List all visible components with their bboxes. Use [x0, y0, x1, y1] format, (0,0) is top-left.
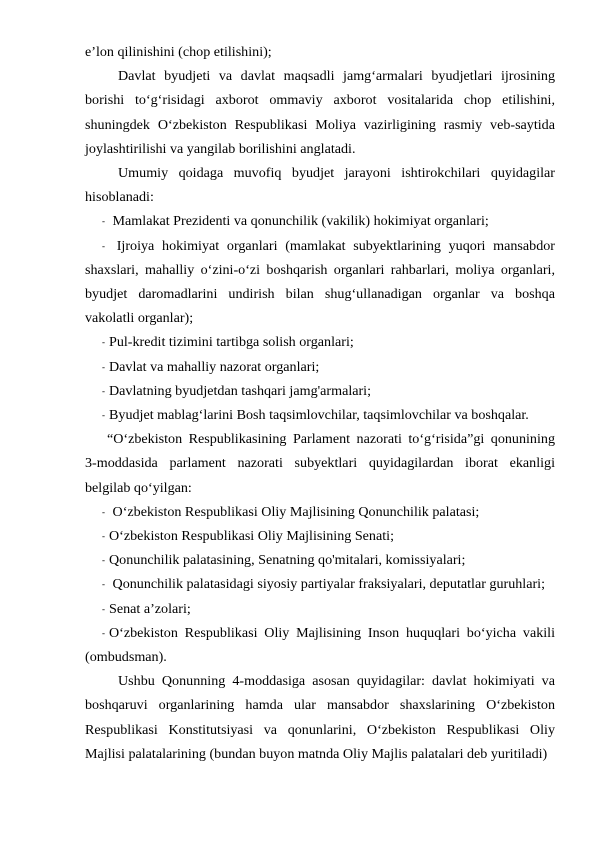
list-item — [85, 209, 555, 233]
paragraph: “O‘zbekiston Respublikasining Parlament nazorati to‘g‘risida”gi qonunining 3-moddasida parlament nazorati subyektlari quyidagilardan iborat ekanligi belgilab qo‘yilgan: — [85, 431, 555, 496]
list-item — [85, 500, 555, 524]
list-marker: - — [102, 627, 105, 638]
list-item-text: Pul-kredit tizimini tartibga solish organlari; — [109, 334, 354, 351]
list-item-text: Mamlakat Prezidenti va qonunchilik (vakilik) hokimiyat organlari; — [109, 213, 489, 230]
paragraph: Ushbu Qonunning 4-moddasiga asosan quyidagilar: davlat hokimiyati va boshqaruvi organlarining hamda ular mansabdor shaxslarining O‘zbekiston Respublikasi Konstitutsiyasi va qonunlarini, O‘zbekiston Respublikasi Oliy Majlisi palatalarining (bundan buyon matnda Oliy Majlis palatalari deb yuritiladi) — [85, 673, 555, 762]
list-item-text: Ijroiya hokimiyat organlari (mamlakat subyektlarining yuqori mansabdor shaxslari, mahalliy o‘zini-o‘zi boshqarish organlari rahbarlari, moliya organlari, byudjet daromadlarini undirish bilan shug‘ullanadigan organlar va boshqa vakolatli organlar); — [85, 237, 555, 327]
list-marker: - — [102, 240, 105, 251]
list-item — [85, 524, 555, 548]
paragraph: Umumiy qoidaga muvofiq byudjet jarayoni ishtirokchilari quyidagilar hisoblanadi: — [85, 165, 555, 206]
list-marker: - — [102, 361, 105, 372]
list-item-text: O‘zbekiston Respublikasi Oliy Majlisining Senati; — [109, 528, 394, 545]
list-item — [85, 597, 555, 621]
list-item — [85, 403, 555, 427]
list-item-text: Qonunchilik palatasining, Senatning qo'mitalari, komissiyalari; — [109, 552, 466, 569]
list-item — [85, 548, 555, 572]
list-marker: - — [102, 579, 105, 590]
list-marker: - — [102, 531, 105, 542]
list-item — [85, 379, 555, 403]
list-marker: - — [102, 506, 105, 517]
list-item — [85, 330, 555, 354]
list-item-text: Senat a’zolari; — [109, 600, 191, 617]
list-marker: - — [102, 555, 105, 566]
list-item-text: O‘zbekiston Respublikasi Oliy Majlisining Inson huquqlari bo‘yicha vakili (ombudsman). — [85, 624, 555, 666]
document-body — [85, 40, 555, 766]
list-marker: - — [102, 410, 105, 421]
list-item — [85, 572, 555, 596]
list-marker: - — [102, 216, 105, 227]
list-item — [85, 355, 555, 379]
list-item-text: Davlat va mahalliy nazorat organlari; — [109, 358, 320, 375]
list-marker: - — [102, 603, 105, 614]
list-item-text: O‘zbekiston Respublikasi Oliy Majlisining Qonunchilik palatasi; — [109, 503, 480, 520]
paragraph: Davlat byudjeti va davlat maqsadli jamg‘armalari byudjetlari ijrosining borishi to‘g‘risidagi axborot ommaviy axborot vositalarida chop etilishini, shuningdek O‘zbekiston Respublikasi Moliya vazirligining rasmiy veb-saytida joylashtirilishi va yangilab borilishini anglatadi. — [85, 68, 555, 157]
paragraph: e’lon qilinishini (chop etilishini); — [85, 44, 272, 60]
list-item — [85, 621, 555, 669]
list-marker: - — [102, 385, 105, 396]
list-item-text: Qonunchilik palatasidagi siyosiy partiyalar fraksiyalari, deputatlar guruhlari; — [109, 576, 545, 593]
list-item-text: Byudjet mablag‘larini Bosh taqsimlovchilar, taqsimlovchilar va boshqalar. — [109, 407, 529, 424]
list-item — [85, 234, 555, 331]
list-item-text: Davlatning byudjetdan tashqari jamg'armalari; — [109, 382, 372, 399]
list-marker: - — [102, 337, 105, 348]
